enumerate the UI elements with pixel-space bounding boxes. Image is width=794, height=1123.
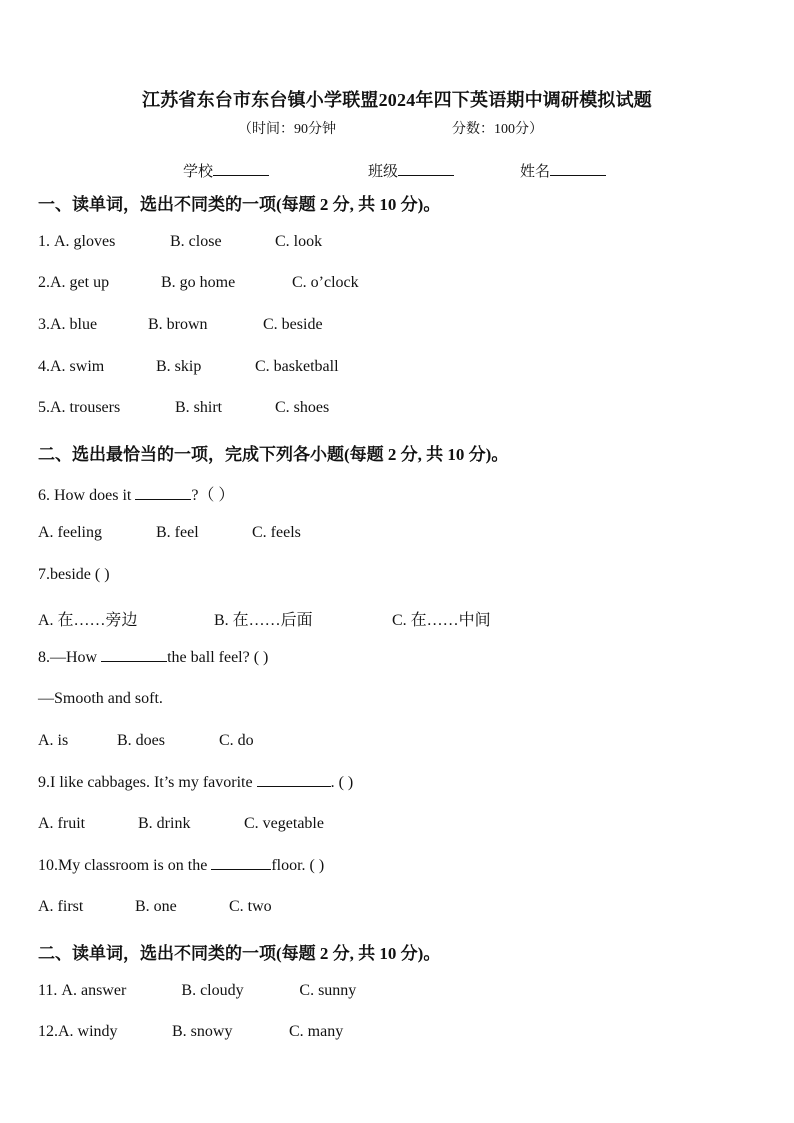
name-field: [520, 160, 606, 181]
option-a: A. first: [38, 898, 84, 915]
option-a: A. windy: [58, 1023, 118, 1040]
option-a: A. answer: [61, 982, 127, 999]
option-b: B. shirt: [175, 399, 223, 416]
option-c: C. vegetable: [244, 815, 324, 832]
question-stem-end: . ( ): [330, 774, 354, 791]
option-b: B. go home: [161, 274, 236, 291]
school-blank: [213, 161, 269, 176]
question-10-options: [38, 898, 272, 916]
option-c: C. 在……中间: [392, 612, 491, 629]
question-stem: 6. How does it: [38, 487, 136, 504]
option-b: B. 在……后面: [214, 612, 313, 629]
question-8: [38, 649, 268, 667]
time-info: （时间：90分钟: [238, 122, 336, 137]
question-number: 5.: [38, 399, 50, 416]
option-b: B. snowy: [172, 1023, 233, 1040]
option-c: C. two: [229, 898, 272, 915]
question-9-options: [38, 815, 324, 833]
question-12: [38, 1023, 343, 1041]
name-label: 姓名: [520, 164, 551, 180]
question-2: [38, 274, 359, 292]
class-blank: [398, 161, 454, 176]
option-b: B. one: [135, 898, 177, 915]
question-stem: 9.I like cabbages. It’s my favorite: [38, 774, 257, 791]
option-a: A. swim: [50, 358, 105, 375]
option-b: B. does: [117, 732, 165, 749]
class-field: [368, 160, 454, 181]
option-b: B. cloudy: [181, 982, 244, 999]
option-a: A. trousers: [50, 399, 121, 416]
question-number: 4.: [38, 358, 50, 375]
option-a: A. blue: [50, 316, 98, 333]
school-label: 学校: [183, 164, 214, 180]
option-b: B. drink: [138, 815, 191, 832]
option-b: B. skip: [156, 358, 202, 375]
option-b: B. close: [170, 233, 222, 250]
question-stem-end: floor. ( ): [271, 857, 325, 874]
school-field: [183, 160, 269, 181]
option-a: A. gloves: [54, 233, 116, 250]
question-number: 1.: [38, 233, 54, 250]
question-8-response: —Smooth and soft.: [38, 690, 163, 707]
question-4: [38, 358, 339, 376]
option-c: C. sunny: [299, 982, 357, 999]
section-1-heading: 一、读单词，选出不同类的一项(每题 2 分, 共 10 分)。: [38, 195, 441, 214]
option-c: C. basketball: [255, 358, 339, 375]
section-3-heading: 二、读单词，选出不同类的一项(每题 2 分, 共 10 分)。: [38, 944, 441, 963]
option-c: C. beside: [263, 316, 323, 333]
answer-blank: [101, 649, 167, 662]
question-1: [38, 233, 322, 251]
question-number: 3.: [38, 316, 50, 333]
option-b: B. feel: [156, 524, 199, 541]
score-info: 分数：100分）: [452, 122, 543, 137]
option-c: C. many: [289, 1023, 344, 1040]
answer-blank: [257, 774, 331, 787]
answer-blank: [135, 487, 191, 500]
option-b: B. brown: [148, 316, 208, 333]
question-5: [38, 399, 329, 417]
question-stem: 8.—How: [38, 649, 102, 666]
option-a: A. fruit: [38, 815, 86, 832]
answer-blank: [211, 857, 271, 870]
option-c: C. look: [275, 233, 323, 250]
question-number: 12.: [38, 1023, 58, 1040]
name-blank: [550, 161, 606, 176]
question-number: 2.: [38, 274, 50, 291]
question-10: [38, 857, 324, 875]
question-stem-end: the ball feel? ( ): [167, 649, 269, 666]
question-9: [38, 774, 353, 792]
page-title: 江苏省东台市东台镇小学联盟2024年四下英语期中调研模拟试题: [142, 90, 652, 110]
question-stem-end: ?（ ）: [191, 487, 235, 504]
option-c: C. shoes: [275, 399, 330, 416]
option-a: A. get up: [50, 274, 110, 291]
question-7: 7.beside ( ): [38, 566, 110, 583]
question-6: [38, 482, 234, 505]
class-label: 班级: [368, 164, 399, 180]
question-8-options: [38, 732, 254, 750]
question-6-options: [38, 524, 301, 542]
question-stem: 10.My classroom is on the: [38, 857, 212, 874]
option-c: C. o’clock: [292, 274, 359, 291]
option-a: A. 在……旁边: [38, 612, 138, 629]
question-11: [38, 982, 356, 1000]
section-2-heading: 二、选出最恰当的一项，完成下列各小题(每题 2 分, 共 10 分)。: [38, 445, 509, 464]
question-number: 11.: [38, 982, 62, 999]
question-3: [38, 316, 323, 334]
option-a: A. feeling: [38, 524, 102, 541]
option-c: C. do: [219, 732, 254, 749]
option-c: C. feels: [252, 524, 301, 541]
question-7-options: [38, 607, 491, 630]
option-a: A. is: [38, 732, 69, 749]
